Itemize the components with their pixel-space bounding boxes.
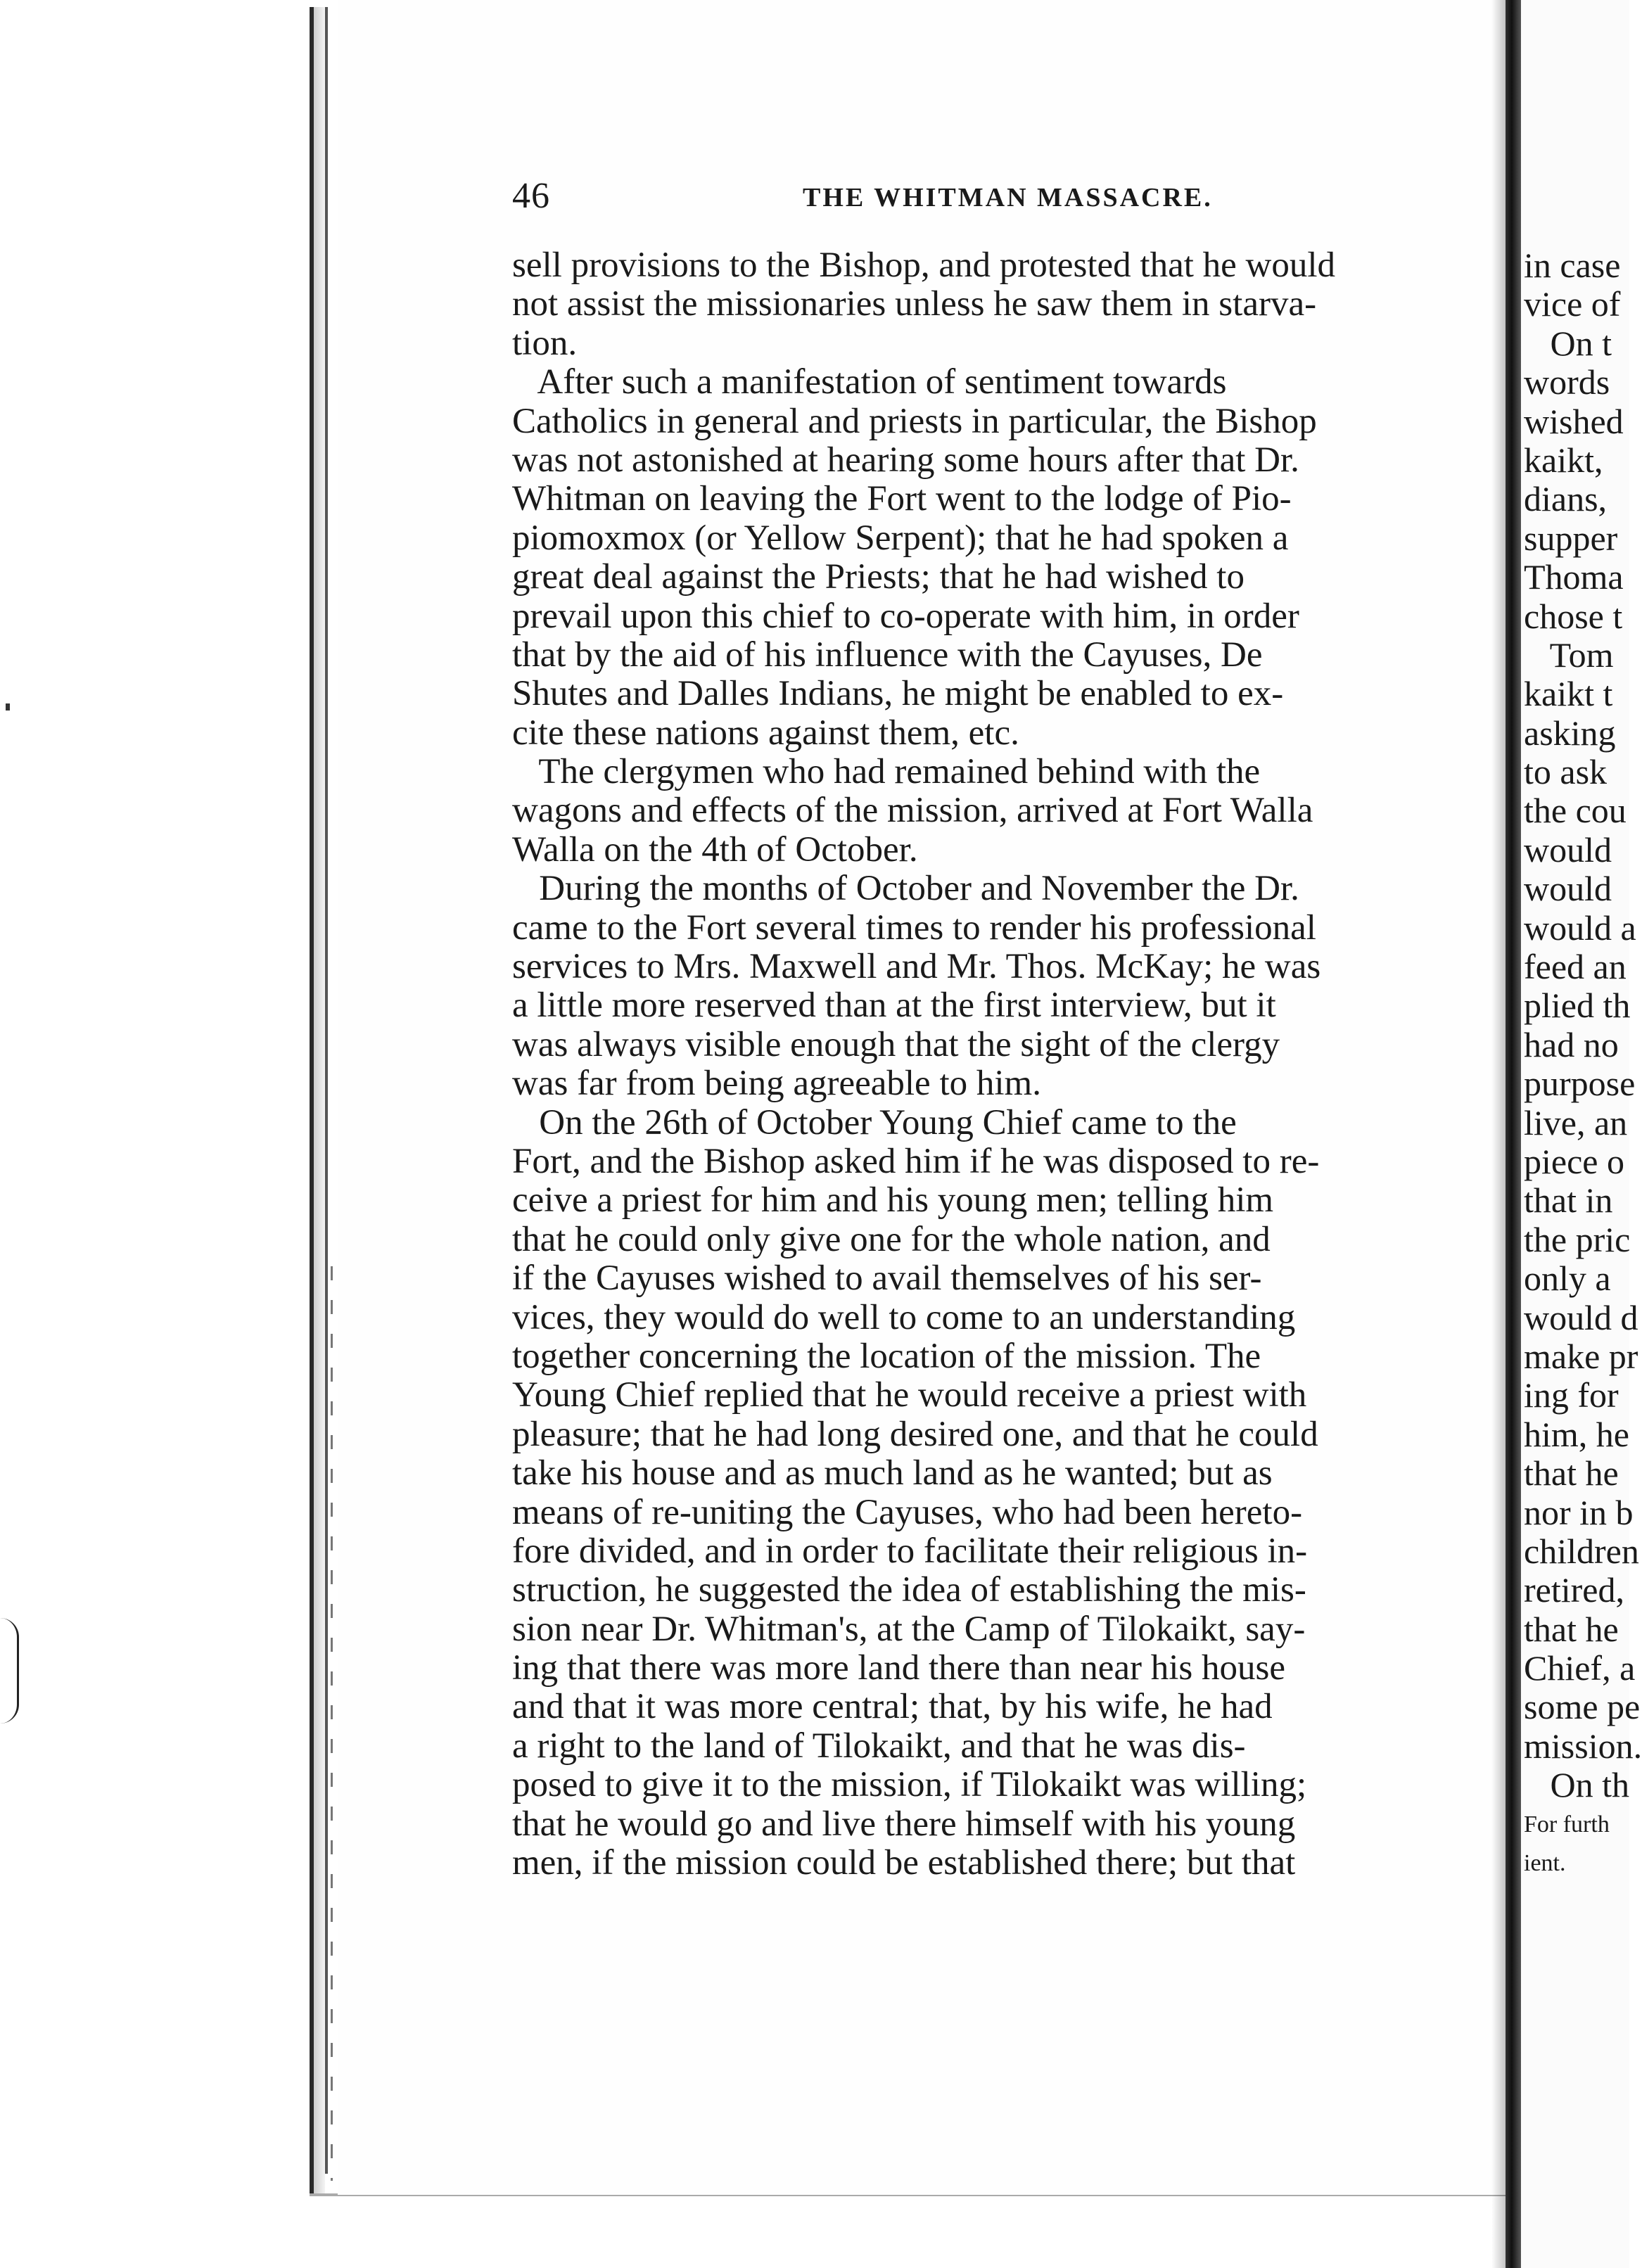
text-line: Shutes and Dalles Indians, he might be enabled to ex- — [512, 674, 1284, 714]
text-line: During the months of October and November the Dr. — [512, 869, 1299, 909]
next-page-line: feed an — [1524, 947, 1627, 987]
next-page-line: make pr — [1524, 1336, 1638, 1376]
next-page-text — [1524, 246, 1642, 1882]
text-line: Catholics in general and priests in particular, the Bishop — [512, 401, 1317, 441]
text-line: wagons and effects of the mission, arrived at Fort Walla — [512, 791, 1313, 831]
next-page-line: would a — [1524, 907, 1636, 948]
text-line: means of re-uniting the Cayuses, who had been hereto- — [512, 1492, 1303, 1532]
text-line: On the 26th of October Young Chief came to the — [512, 1102, 1237, 1142]
next-page-line: mission. — [1524, 1726, 1642, 1766]
book-edge-shade — [314, 7, 325, 2195]
text-line: services to Mrs. Maxwell and Mr. Thos. McKay; he was — [512, 947, 1321, 987]
text-line: posed to give it to the mission, if Tilokaikt was willing; — [512, 1765, 1307, 1805]
text-line: Walla on the 4th of October. — [512, 829, 918, 869]
text-line: ing that there was more land there than near his house — [512, 1648, 1285, 1688]
next-page-line: ing for — [1524, 1375, 1619, 1415]
next-page-line: had no — [1524, 1024, 1619, 1064]
next-page-line: Chief, a — [1524, 1648, 1636, 1688]
next-page-line: chose t — [1524, 596, 1623, 636]
text-line: fore divided, and in order to facilitate their religious in- — [512, 1531, 1308, 1571]
next-page-line: would — [1524, 869, 1612, 909]
next-page-line: the pric — [1524, 1219, 1631, 1259]
text-line: After such a manifestation of sentiment towards — [512, 362, 1227, 402]
next-page-line: nor in b — [1524, 1492, 1634, 1532]
text-line: pleasure; that he had long desired one, and that he could — [512, 1414, 1318, 1454]
next-page-line: would d — [1524, 1297, 1638, 1337]
next-page-line: to ask — [1524, 752, 1608, 792]
next-page-line: that he — [1524, 1609, 1619, 1649]
next-page-line: supper — [1524, 518, 1618, 558]
next-page-line: Thoma — [1524, 557, 1624, 597]
text-line: vices, they would do well to come to an understanding — [512, 1297, 1296, 1337]
text-line: Fort, and the Bishop asked him if he was disposed to re- — [512, 1141, 1320, 1181]
next-page-line: kaikt t — [1524, 674, 1613, 714]
next-page-line: On th — [1524, 1765, 1629, 1805]
text-line: that he would go and live there himself with his young — [512, 1804, 1296, 1844]
text-line: men, if the mission could be established there; but that — [512, 1843, 1296, 1883]
next-page-line: dians, — [1524, 479, 1608, 519]
text-line: and that it was more central; that, by his wife, he had — [512, 1687, 1273, 1727]
next-page-line: kaikt, — [1524, 440, 1603, 480]
book-edge-outer — [310, 7, 314, 2195]
text-line: take his house and as much land as he wanted; but as — [512, 1453, 1273, 1493]
text-line: piomoxmox (or Yellow Serpent); that he had spoken a — [512, 518, 1289, 558]
text-line: ceive a priest for him and his young men; telling him — [512, 1180, 1274, 1221]
text-line: that he could only give one for the whole nation, and — [512, 1219, 1271, 1259]
running-title: THE WHITMAN MASSACRE. — [803, 183, 1213, 212]
next-page-line: Tom — [1524, 635, 1614, 675]
next-page-footnote: ient. — [1524, 1850, 1566, 1877]
text-line: sion near Dr. Whitman's, at the Camp of Tilokaikt, say- — [512, 1609, 1306, 1649]
next-page-line: some pe — [1524, 1687, 1641, 1727]
next-page-footnote: For furth — [1524, 1811, 1610, 1837]
page-leaf-lines — [331, 1266, 333, 2181]
text-line: not assist the missionaries unless he saw them in starva- — [512, 284, 1317, 324]
text-line: was always visible enough that the sight of the clergy — [512, 1024, 1280, 1064]
next-page-line: On t — [1524, 323, 1612, 363]
next-page-line: him, he — [1524, 1414, 1629, 1454]
next-page-line: children — [1524, 1531, 1639, 1571]
next-page-line: retired, — [1524, 1570, 1624, 1610]
gutter-shadow — [1491, 0, 1507, 2268]
next-page-line: vice of — [1524, 284, 1621, 324]
next-page-line: words — [1524, 362, 1610, 402]
text-line: cite these nations against them, etc. — [512, 713, 1019, 753]
text-line: that by the aid of his influence with the Cayuses, De — [512, 635, 1263, 675]
text-line: sell provisions to the Bishop, and protested that he would — [512, 246, 1336, 285]
next-page-line: asking — [1524, 713, 1616, 753]
body-text — [512, 246, 1525, 1882]
text-line: prevail upon this chief to co-operate with him, in order — [512, 596, 1299, 636]
next-page-line: the cou — [1524, 791, 1627, 831]
text-line: Young Chief replied that he would receive a priest with — [512, 1375, 1307, 1415]
next-page-line: live, an — [1524, 1102, 1628, 1142]
text-line: together concerning the location of the mission. The — [512, 1336, 1261, 1376]
next-page-line: plied th — [1524, 986, 1631, 1026]
next-page-line: wished — [1524, 401, 1624, 441]
next-page-line: piece o — [1524, 1141, 1624, 1181]
text-line: was not astonished at hearing some hours after that Dr. — [512, 440, 1299, 480]
book-spine — [1506, 0, 1521, 2268]
text-line: The clergymen who had remained behind with the — [512, 752, 1261, 792]
text-line: great deal against the Priests; that he had wished to — [512, 557, 1245, 597]
text-line: tion. — [512, 323, 578, 363]
next-page-line: that in — [1524, 1180, 1613, 1221]
scan-speck — [6, 703, 10, 711]
text-line: if the Cayuses wished to avail themselves of his ser- — [512, 1259, 1262, 1299]
text-line: came to the Fort several times to render his professional — [512, 907, 1316, 948]
text-line: a little more reserved than at the first interview, but it — [512, 986, 1276, 1026]
page-number: 46 — [512, 176, 550, 216]
next-page-line: would — [1524, 829, 1612, 869]
book-edge-inner — [325, 7, 328, 2174]
text-line: a right to the land of Tilokaikt, and that he was dis- — [512, 1726, 1246, 1766]
next-page-strip — [1521, 0, 1642, 2268]
next-page-line: in case — [1524, 246, 1621, 285]
next-page-line: purpose — [1524, 1064, 1636, 1104]
next-page-line: only a — [1524, 1259, 1611, 1299]
next-page-line: that he — [1524, 1453, 1619, 1493]
text-line: was far from being agreeable to him. — [512, 1064, 1041, 1104]
text-line: Whitman on leaving the Fort went to the lodge of Pio- — [512, 479, 1292, 519]
scan-artifact — [0, 1618, 19, 1724]
text-line: struction, he suggested the idea of establishing the mis- — [512, 1570, 1306, 1610]
